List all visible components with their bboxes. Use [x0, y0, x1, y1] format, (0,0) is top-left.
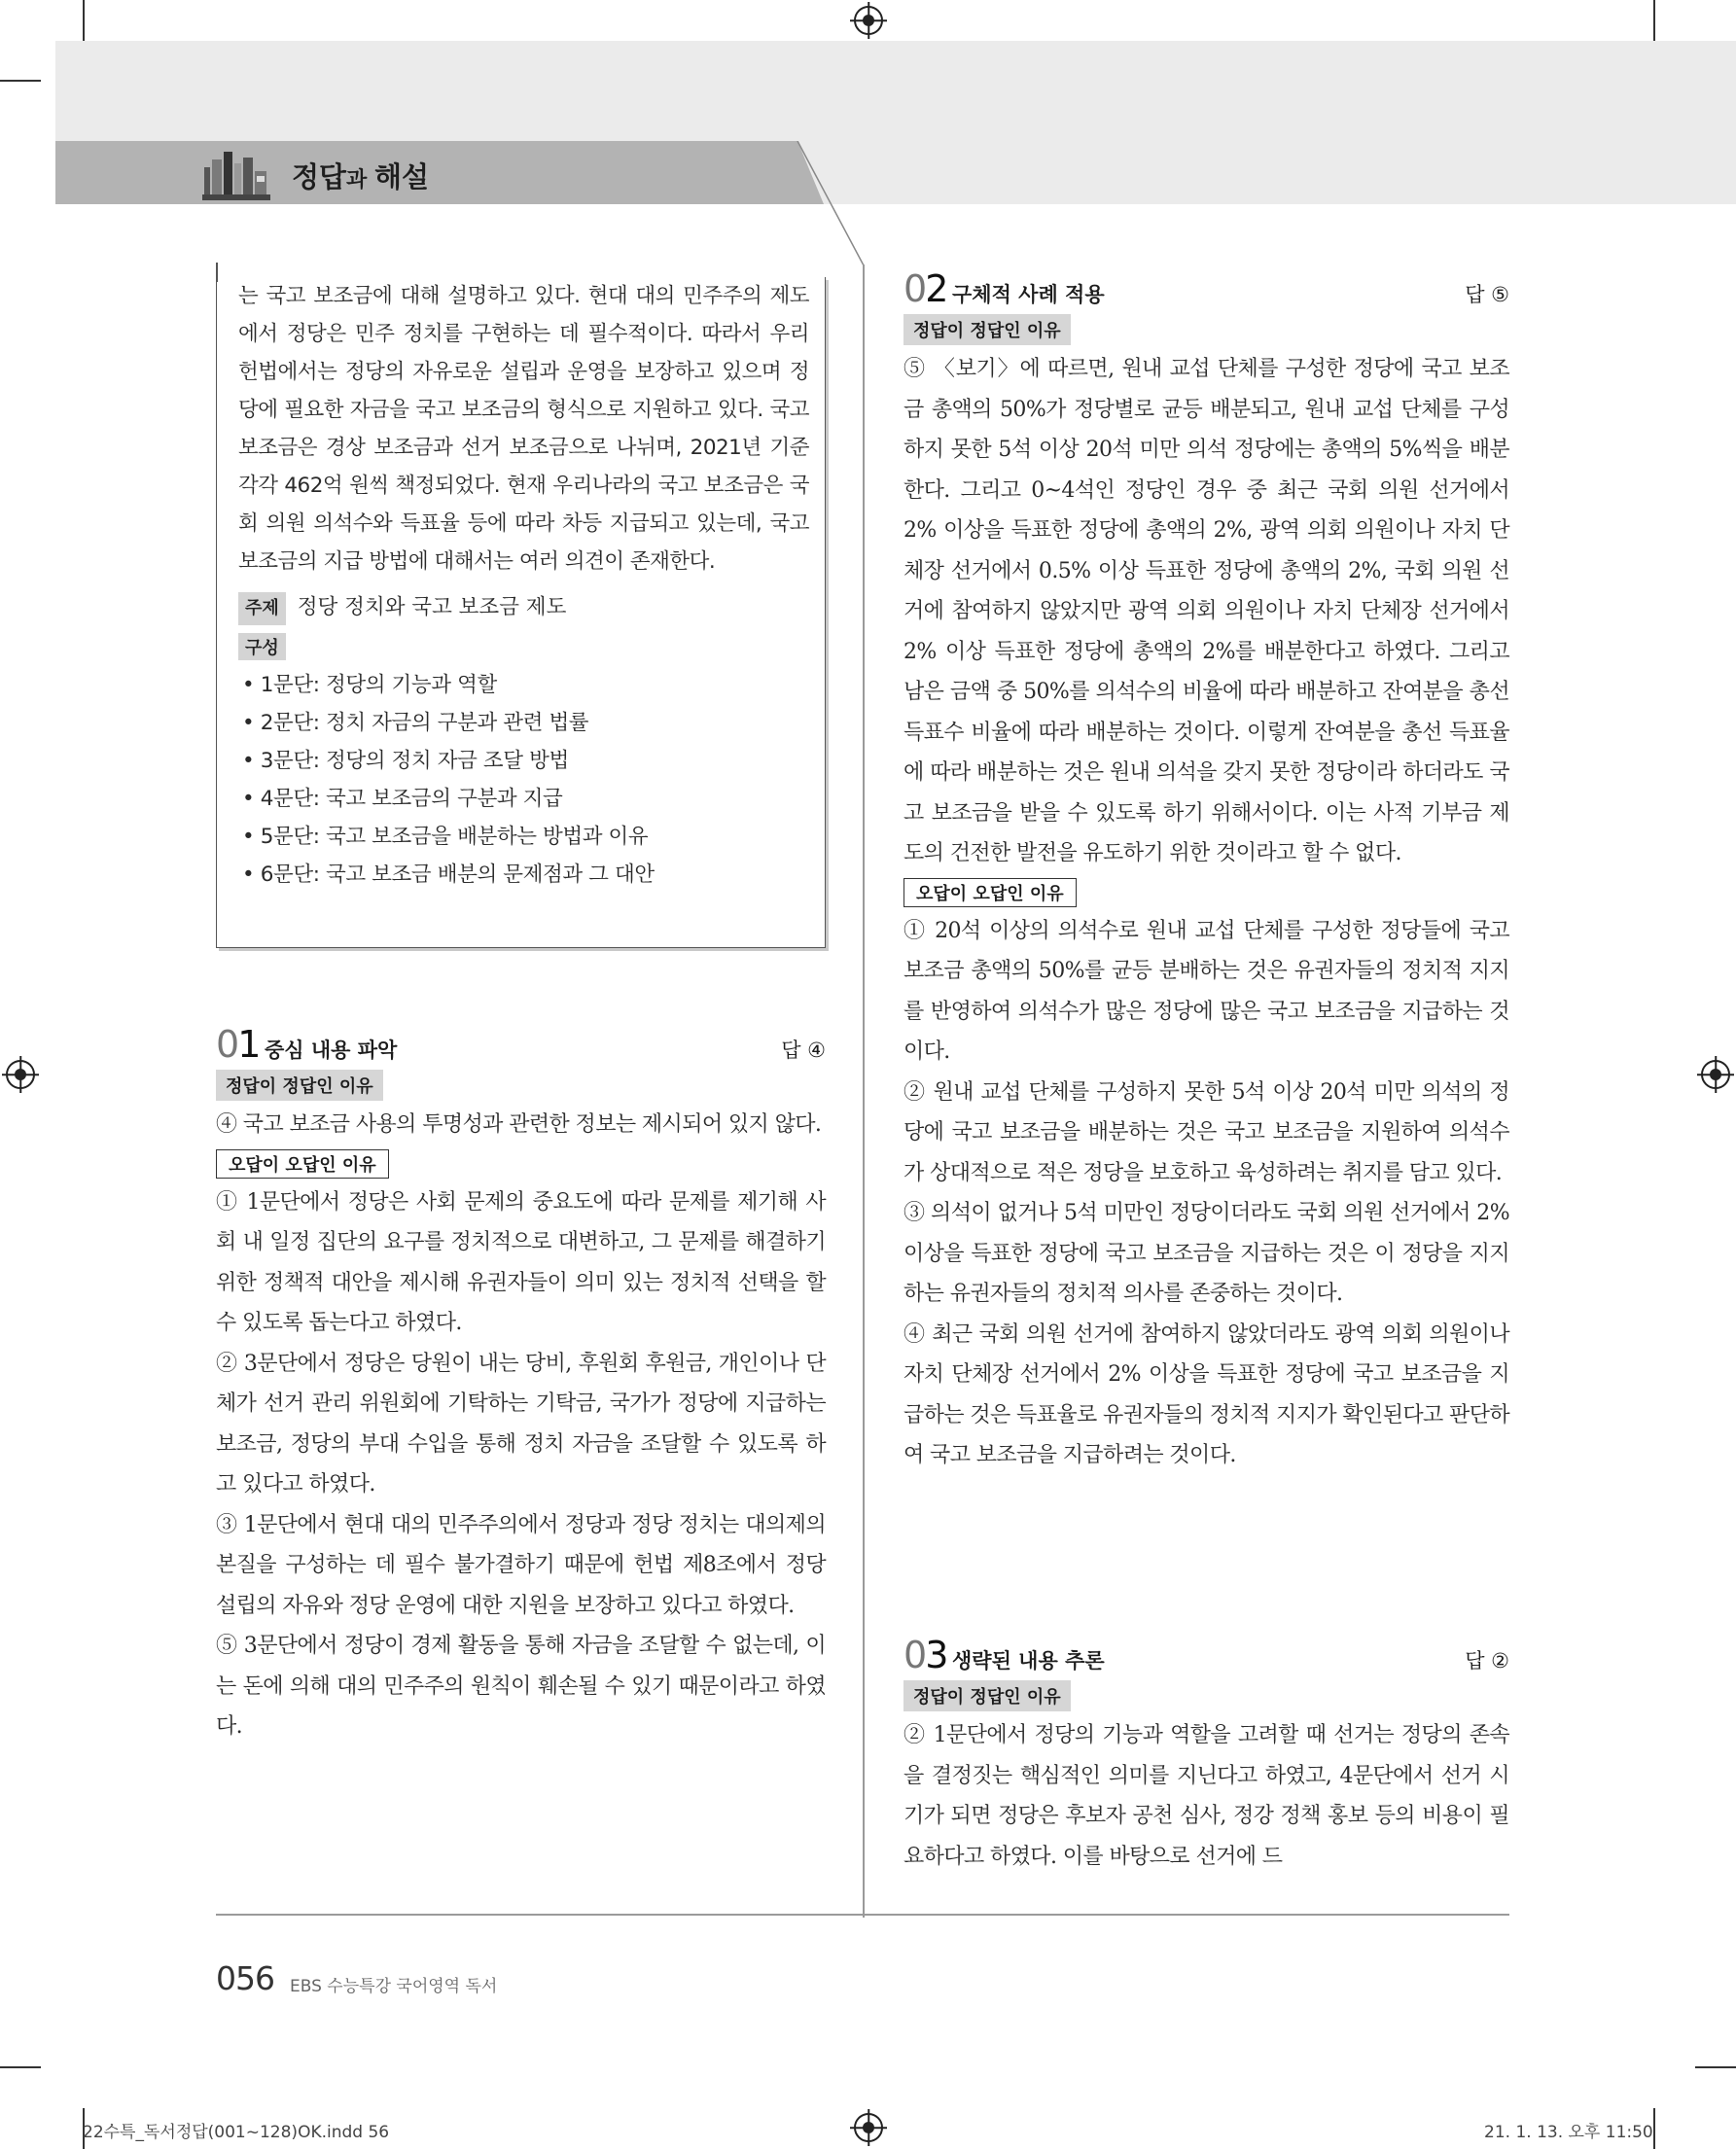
- wrong-reason-item: ② 3문단에서 정당은 당원이 내는 당비, 후원회 후원금, 개인이나 단체가 선거 관리 위원회에 기탁하는 기탁금, 국가가 정당에 지급하는 보조금, 정당의 부대 수입을 통해 정치 자금을 조달할 수 있도록 하고 있다고 하였다.: [216, 1351, 826, 1497]
- list-item: • 3문단: 정당의 정치 자금 조달 방법: [242, 749, 569, 773]
- header-diagonal-line: [794, 141, 866, 265]
- list-item: • 6문단: 국고 보조금 배분의 문제점과 그 대안: [242, 863, 655, 887]
- answer-label: 답 ②: [1465, 1649, 1509, 1673]
- crop-mark: [83, 0, 85, 41]
- correct-reason-text: ② 1문단에서 정당의 기능과 역할을 고려할 때 선거는 정당의 존속을 결정짓는 핵심적인 의미를 지닌다고 하였고, 4문단에서 선거 시기가 되면 정당은 후보자 공천 심사, 정강 정책 홍보 등의 비용이 필요하다고 하였다. 이를 바탕으로 선거에 드: [903, 1723, 1509, 1869]
- list-item: • 2문단: 정치 자금의 구분과 관련 법률: [242, 711, 589, 735]
- print-slug-file: 22수특_독서정답(001~128)OK.indd 56: [83, 2123, 390, 2142]
- correct-reason-label: 정답이 정답인 이유: [903, 1680, 1071, 1711]
- page-number: 056: [216, 1959, 274, 1997]
- crop-mark: [0, 2066, 41, 2068]
- registration-mark-icon: [854, 6, 883, 35]
- wrong-reason-item: ③ 의석이 없거나 5석 미만인 정당이더라도 국회 의원 선거에서 2% 이상을 득표한 정당에 국고 보조금을 지급하는 것은 이 정당을 지지하는 유권자들의 정치적 의사를 존중하는 것이다.: [903, 1201, 1509, 1306]
- structure-list: [242, 666, 809, 894]
- structure-row: [238, 633, 809, 660]
- question-number: 01: [216, 1023, 260, 1066]
- wrong-reason-item: ③ 1문단에서 현대 대의 민주주의에서 정당과 정당 정치는 대의제의 본질을 구성하는 데 필수 불가결하기 때문에 헌법 제8조에서 정당 설립의 자유와 정당 운영에 대한 지원을 보장하고 있다고 하였다.: [216, 1512, 826, 1618]
- question-header: [903, 267, 1509, 312]
- question-number: 03: [903, 1634, 947, 1676]
- registration-mark-icon: [6, 1060, 35, 1089]
- question-title: 중심 내용 파악: [265, 1039, 398, 1062]
- answer-label: 답 ④: [781, 1039, 826, 1062]
- wrong-reason-label: 오답이 오답인 이유: [216, 1149, 389, 1179]
- wrong-reason-item: ⑤ 3문단에서 정당이 경제 활동을 통해 자금을 조달할 수 없는데, 이는 돈에 의해 대의 민주주의 원칙이 훼손될 수 있기 때문이라고 하였다.: [216, 1634, 826, 1739]
- question-header: [216, 1023, 826, 1068]
- correct-reason-text: ⑤ 〈보기〉에 따르면, 원내 교섭 단체를 구성한 정당에 국고 보조금 총액의 50%가 정당별로 균등 배분되고, 원내 교섭 단체를 구성하지 못한 5석 이상 20석 미만 의석 정당에는 총액의 5%씩을 배분한다. 그리고 0~4석인 정당인 경우 중 최근 국회 의원 선거에서 2% 이상을 득표한 정당에 총액의 2%, 광역 의회 의원이나 자치 단체장 선거에서 0.5% 이상 득표한 정당에 총액의 2%, 국회 의원 선거에 참여하지 않았지만 광역 의회 의원이나 자치 단체장 선거에서 2% 이상 득표한 정당에 총액의 2%를 배분한다고 하였다. 그리고 남은 금액 중 50%를 의석수의 비율에 따라 배분하고 잔여분을 총선 득표수 비율에 따라 배분하는 것이다. 이렇게 잔여분을 총선 득표율에 따라 배분하는 것은 원내 의석을 갖지 못한 정당이라 하더라도 국고 보조금을 받을 수 있도록 하기 위해서이다. 이는 사적 기부금 제도의 건전한 발전을 유도하기 위한 것이라고 할 수 없다.: [903, 357, 1509, 865]
- question-01: [216, 1023, 826, 1747]
- wrong-reason-item: ① 1문단에서 정당은 사회 문제의 중요도에 따라 문제를 제기해 사회 내 일정 집단의 요구를 정치적으로 대변하고, 그 문제를 해결하기 위한 정책적 대안을 제시해 유권자들이 의미 있는 정치적 선택을 할 수 있도록 돕는다고 하였다.: [216, 1189, 826, 1335]
- summary-text: 는 국고 보조금에 대해 설명하고 있다. 현대 대의 민주주의 제도에서 정당은 민주 정치를 구현하는 데 필수적이다. 따라서 우리 헌법에서는 정당의 자유로운 설립과 운영을 보장하고 있으며 정당에 필요한 자금을 국고 보조금의 형식으로 지원하고 있다. 국고 보조금은 경상 보조금과 선거 보조금으로 나뉘며, 2021년 기준 각각 462억 원씩 책정되었다. 현재 우리나라의 국고 보조금은 국회 의원 의석수와 득표율 등에 따라 차등 지급되고 있는데, 국고 보조금의 지급 방법에 대해서는 여러 의견이 존재한다.: [238, 284, 809, 574]
- crop-mark: [1653, 2108, 1655, 2149]
- correct-reason-label: 정답이 정답인 이유: [216, 1070, 383, 1101]
- structure-tag: 구성: [238, 633, 286, 660]
- crop-mark: [1653, 0, 1655, 41]
- theme-row: [238, 592, 809, 625]
- wrong-reason-label: 오답이 오답인 이유: [903, 878, 1077, 907]
- crop-mark: [1695, 2066, 1736, 2068]
- correct-reason-label: 정답이 정답인 이유: [903, 314, 1071, 345]
- summary-box: [216, 277, 826, 948]
- question-title: 생략된 내용 추론: [952, 1649, 1105, 1673]
- page-title: 정답과 해설: [292, 160, 429, 194]
- crop-mark: [0, 80, 41, 82]
- books-icon: [200, 144, 278, 202]
- theme-tag: 주제: [238, 592, 286, 625]
- wrong-reason-item: ④ 최근 국회 의원 선거에 참여하지 않았더라도 광역 의회 의원이나 자치 단체장 선거에서 2% 이상을 득표한 정당에 국고 보조금을 지급하는 것은 득표율로 유권자들의 정치적 지지가 확인된다고 판단하여 국고 보조금을 지급하려는 것이다.: [903, 1321, 1510, 1467]
- book-title: EBS 수능특강 국어영역 독서: [290, 1977, 498, 1996]
- wrong-reason-item: ① 20석 이상의 의석수로 원내 교섭 단체를 구성한 정당들에 국고 보조금 총액의 50%를 균등 분배하는 것은 유권자들의 정치적 지지를 반영하여 의석수가 많은 정당에 많은 국고 보조금을 지급하는 것이다.: [903, 918, 1509, 1064]
- question-number: 02: [903, 267, 947, 310]
- list-item: • 1문단: 정당의 기능과 역할: [242, 673, 497, 697]
- header-tab: [55, 141, 824, 204]
- wrong-reason-item: ② 원내 교섭 단체를 구성하지 못한 5석 이상 20석 미만 의석의 정당에 국고 보조금을 배분하는 것은 국고 보조금을 지원하여 의석수가 상대적으로 적은 정당을 보호하고 육성하려는 취지를 담고 있다.: [903, 1079, 1509, 1185]
- print-slug-date: 21. 1. 13. 오후 11:50: [1484, 2123, 1653, 2142]
- question-03: [903, 1634, 1509, 1877]
- answer-label: 답 ⑤: [1465, 283, 1509, 306]
- theme-text: 정당 정치와 국고 보조금 제도: [297, 595, 567, 619]
- list-item: • 5문단: 국고 보조금을 배분하는 방법과 이유: [242, 825, 649, 849]
- registration-mark-icon: [1701, 1060, 1730, 1089]
- list-item: • 4문단: 국고 보조금의 구분과 지급: [242, 787, 563, 811]
- correct-reason-text: ④ 국고 보조금 사용의 투명성과 관련한 정보는 제시되어 있지 않다.: [216, 1112, 822, 1137]
- column-divider: [863, 264, 865, 1918]
- question-header: [903, 1634, 1509, 1678]
- question-title: 구체적 사례 적용: [952, 283, 1105, 306]
- footer-divider: [216, 1914, 1509, 1916]
- registration-mark-icon: [854, 2113, 883, 2142]
- question-02: [903, 267, 1509, 1476]
